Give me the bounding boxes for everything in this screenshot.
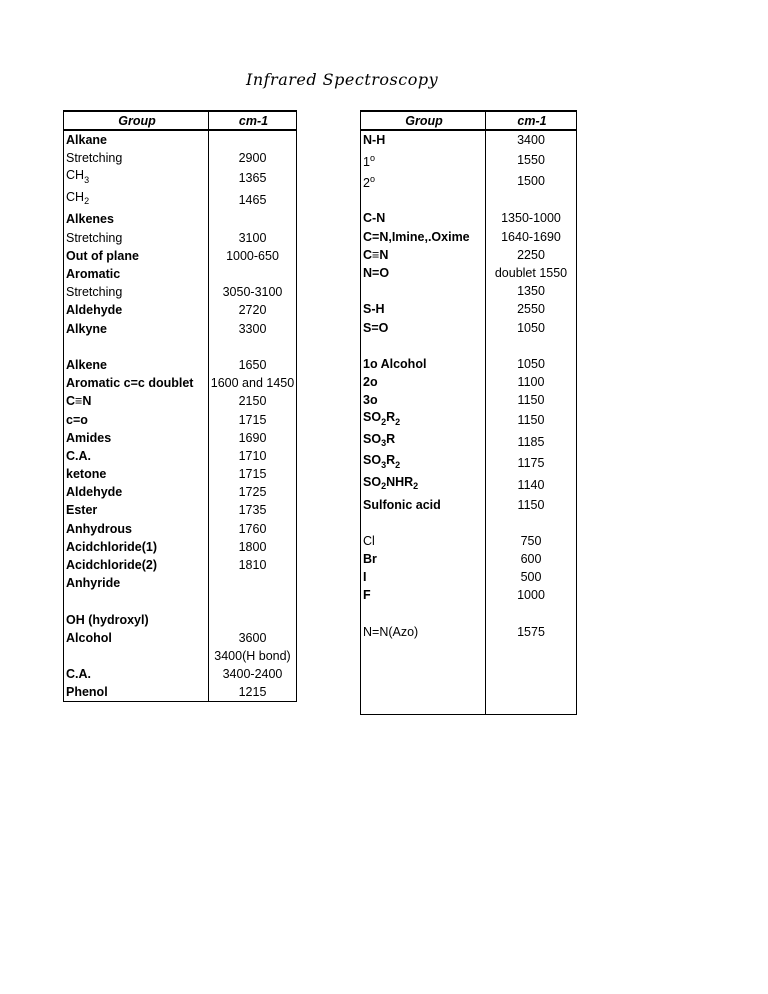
group-cell (64, 465, 209, 483)
group-text: Sulfonic acid (363, 497, 441, 512)
superscript: o (369, 152, 375, 163)
subscript: 2 (381, 416, 387, 427)
group-cell (64, 501, 209, 519)
group-text: Acidchloride(1) (66, 539, 157, 554)
group-text: S=O (363, 320, 389, 335)
wavenumber-cell (486, 659, 577, 677)
wavenumber-cell: 1800 (209, 538, 297, 556)
group-text: c=o (66, 412, 88, 427)
group-text: Aromatic (66, 267, 121, 282)
group-text: Aldehyde (66, 303, 123, 318)
group-text: 2o (363, 375, 378, 390)
group-cell (361, 514, 486, 532)
wavenumber-cell: 2250 (486, 246, 577, 264)
group-cell (361, 300, 486, 318)
group-text: N=N(Azo) (363, 624, 419, 639)
wavenumber-cell: 3300 (209, 320, 297, 338)
table-row (64, 301, 297, 319)
group-header: Group (64, 111, 209, 130)
subscript: 3 (84, 174, 90, 185)
table-row (361, 149, 577, 170)
table-row (361, 319, 577, 337)
group-cell (64, 320, 209, 338)
group-cell (361, 677, 486, 695)
wavenumber-cell: 1365 (209, 167, 297, 189)
table-row (361, 228, 577, 246)
group-cell (361, 696, 486, 715)
wavenumber-cell: 1140 (486, 474, 577, 496)
subscript: 2 (395, 459, 401, 470)
wavenumber-cell: 1185 (486, 431, 577, 453)
group-cell (64, 167, 209, 189)
table-row (64, 320, 297, 338)
wavenumber-cell (486, 696, 577, 715)
wavenumber-cell: 500 (486, 568, 577, 586)
table-row (64, 130, 297, 149)
table-row (64, 647, 297, 665)
group-text: Phenol (66, 685, 108, 700)
wavenumber-cell: 1715 (209, 465, 297, 483)
table-row (361, 409, 577, 431)
wavenumber-cell: 3050-3100 (209, 283, 297, 301)
group-text: SO (363, 410, 382, 425)
table-row (361, 282, 577, 300)
table-header-row (64, 111, 297, 130)
table-row (64, 283, 297, 301)
wavenumber-cell (209, 130, 297, 149)
group-cell (361, 264, 486, 282)
table-row (64, 429, 297, 447)
table-row (361, 170, 577, 191)
group-cell (361, 391, 486, 409)
wavenumber-cell: 1150 (486, 409, 577, 431)
table-row (361, 550, 577, 568)
subscript: 2 (84, 196, 90, 207)
table-row (361, 677, 577, 695)
table-row (64, 247, 297, 265)
group-text: C.A. (66, 667, 91, 682)
group-cell (64, 538, 209, 556)
group-cell (64, 683, 209, 702)
group-text: I (363, 570, 367, 585)
group-cell (64, 229, 209, 247)
group-cell (64, 574, 209, 592)
subscript: 3 (381, 438, 387, 449)
group-text: C≡N (363, 247, 389, 262)
table-row (64, 665, 297, 683)
group-text-rest: NHR (386, 474, 414, 489)
wavenumber-cell: 1640-1690 (486, 228, 577, 246)
wavenumber-cell: 1725 (209, 483, 297, 501)
table-row (64, 189, 297, 211)
group-text: Stretching (66, 151, 123, 166)
left-table (63, 110, 297, 702)
wavenumber-cell (486, 191, 577, 209)
table-row (64, 392, 297, 410)
group-cell (64, 665, 209, 683)
group-cell (361, 282, 486, 300)
subscript: 2 (413, 481, 419, 492)
table-row (361, 130, 577, 149)
wavenumber-cell: 1760 (209, 520, 297, 538)
group-text: 3o (363, 393, 378, 408)
wavenumber-cell: 1650 (209, 356, 297, 374)
group-text: C=N,Imine,.Oxime (363, 229, 470, 244)
group-cell (64, 130, 209, 149)
table-row (361, 373, 577, 391)
group-cell (64, 520, 209, 538)
wavenumber-cell: 1500 (486, 170, 577, 191)
table-row (64, 556, 297, 574)
wavenumber-cell: 750 (486, 532, 577, 550)
table-row (64, 338, 297, 356)
wavenumber-cell: 1710 (209, 447, 297, 465)
wavenumber-cell: 1150 (486, 391, 577, 409)
table-row (361, 337, 577, 355)
table-row (64, 374, 297, 392)
group-cell (361, 623, 486, 641)
wavenumber-cell: 1100 (486, 373, 577, 391)
wavenumber-cell: 1000 (486, 586, 577, 604)
subscript: 2 (395, 416, 401, 427)
group-cell (361, 474, 486, 496)
wavenumber-cell: 1715 (209, 410, 297, 428)
group-cell (64, 149, 209, 167)
group-cell (64, 647, 209, 665)
group-cell (64, 556, 209, 574)
group-text: ketone (66, 467, 107, 482)
table-row (64, 629, 297, 647)
group-header: Group (361, 111, 486, 130)
group-text: Stretching (66, 285, 123, 300)
right-table-body (361, 111, 577, 714)
group-text: Out of plane (66, 248, 139, 263)
wavenumber-cell: 1215 (209, 683, 297, 702)
right-table (360, 110, 577, 715)
group-text: Anhyride (66, 576, 121, 591)
group-text: 1 (363, 154, 370, 169)
group-text: Aromatic c=c doublet (66, 376, 194, 391)
table-row (361, 431, 577, 453)
group-text: Alkene (66, 357, 107, 372)
wavenumber-cell (486, 677, 577, 695)
wavenumber-cell (209, 592, 297, 610)
wavenumber-cell (486, 337, 577, 355)
group-text: 1o Alcohol (363, 356, 427, 371)
table-row (361, 623, 577, 641)
table-row (361, 355, 577, 373)
wavenumber-cell (209, 210, 297, 228)
group-text: N-H (363, 133, 386, 148)
table-row (361, 514, 577, 532)
group-cell (64, 283, 209, 301)
wavenumber-cell (486, 514, 577, 532)
table-row (64, 611, 297, 629)
wavenumber-cell: 3400(H bond) (209, 647, 297, 665)
table-row (361, 264, 577, 282)
group-text-rest: R (386, 410, 396, 425)
wavenumber-cell (209, 574, 297, 592)
group-text: CH (66, 189, 85, 204)
group-cell (361, 550, 486, 568)
group-cell (361, 191, 486, 209)
page-title: Infrared Spectroscopy (246, 70, 439, 89)
group-cell (361, 228, 486, 246)
group-text: Anhydrous (66, 521, 132, 536)
group-cell (64, 392, 209, 410)
group-text: 2 (363, 175, 370, 190)
group-cell (361, 409, 486, 431)
group-cell (361, 495, 486, 513)
wavenumber-cell: 3400-2400 (209, 665, 297, 683)
wavenumber-cell: 1735 (209, 501, 297, 519)
table-row (361, 495, 577, 513)
wavenumber-cell: 1050 (486, 355, 577, 373)
group-text: Alcohol (66, 630, 112, 645)
table-row (64, 210, 297, 228)
wavenumber-cell (486, 641, 577, 659)
table-row (64, 465, 297, 483)
table-row (361, 641, 577, 659)
group-cell (361, 337, 486, 355)
cm-header: cm-1 (209, 111, 297, 130)
group-text: SO (363, 453, 382, 468)
group-text: Alkenes (66, 212, 114, 227)
group-text: S-H (363, 302, 385, 317)
group-text: N=O (363, 266, 390, 281)
wavenumber-cell: 1050 (486, 319, 577, 337)
group-cell (361, 373, 486, 391)
group-cell (361, 355, 486, 373)
wavenumber-cell: 1150 (486, 495, 577, 513)
wavenumber-cell (209, 611, 297, 629)
group-cell (361, 605, 486, 623)
table-row (361, 605, 577, 623)
group-cell (361, 452, 486, 474)
table-row (64, 520, 297, 538)
table-row (64, 501, 297, 519)
wavenumber-cell: 3100 (209, 229, 297, 247)
table-row (64, 574, 297, 592)
group-text: CH (66, 168, 85, 183)
table-row (361, 532, 577, 550)
subscript: 2 (381, 481, 387, 492)
group-text-rest: R (386, 431, 396, 446)
wavenumber-cell: 1550 (486, 149, 577, 170)
group-text: Br (363, 552, 377, 567)
table-row (64, 265, 297, 283)
wavenumber-cell (209, 265, 297, 283)
group-text: Amides (66, 430, 112, 445)
group-text: F (363, 588, 371, 603)
group-cell (361, 170, 486, 191)
group-cell (361, 532, 486, 550)
group-cell (361, 149, 486, 170)
wavenumber-cell: 1000-650 (209, 247, 297, 265)
group-text: Alkane (66, 133, 107, 148)
wavenumber-cell (486, 605, 577, 623)
group-text: Stretching (66, 230, 123, 245)
table-row (64, 229, 297, 247)
group-cell (64, 447, 209, 465)
table-row (64, 683, 297, 702)
table-row (361, 209, 577, 227)
table-row (361, 474, 577, 496)
group-text-rest: R (386, 453, 396, 468)
table-row (64, 538, 297, 556)
group-cell (361, 568, 486, 586)
wavenumber-cell: 1575 (486, 623, 577, 641)
subscript: 3 (381, 459, 387, 470)
table-row (361, 246, 577, 264)
group-cell (361, 641, 486, 659)
group-cell (361, 319, 486, 337)
table-row (361, 696, 577, 715)
group-cell (361, 431, 486, 453)
table-row (64, 483, 297, 501)
group-cell (64, 189, 209, 211)
table-row (64, 167, 297, 189)
table-row (361, 659, 577, 677)
wavenumber-cell: 1175 (486, 452, 577, 474)
wavenumber-cell: 2150 (209, 392, 297, 410)
wavenumber-cell: 1465 (209, 189, 297, 211)
table-row (64, 447, 297, 465)
table-row (361, 586, 577, 604)
group-cell (361, 209, 486, 227)
group-text: C.A. (66, 448, 91, 463)
wavenumber-cell: 2720 (209, 301, 297, 319)
group-text: Aldehyde (66, 485, 123, 500)
table-header-row (361, 111, 577, 130)
group-text: C-N (363, 211, 386, 226)
wavenumber-cell: 2900 (209, 149, 297, 167)
table-row (361, 452, 577, 474)
table-row (64, 149, 297, 167)
group-cell (361, 659, 486, 677)
group-cell (64, 611, 209, 629)
group-cell (64, 629, 209, 647)
group-text: SO (363, 431, 382, 446)
superscript: o (369, 173, 375, 184)
left-table-body (64, 111, 297, 702)
wavenumber-cell: 1810 (209, 556, 297, 574)
group-text: OH (hydroxyl) (66, 612, 149, 627)
wavenumber-cell (209, 338, 297, 356)
group-cell (361, 246, 486, 264)
group-cell (361, 586, 486, 604)
group-text: Cl (363, 533, 375, 548)
table-row (361, 391, 577, 409)
group-cell (64, 356, 209, 374)
group-text: Ester (66, 503, 98, 518)
table-row (64, 592, 297, 610)
group-text: Acidchloride(2) (66, 558, 157, 573)
group-cell (64, 210, 209, 228)
table-row (361, 568, 577, 586)
table-row (64, 356, 297, 374)
wavenumber-cell: 1600 and 1450 (209, 374, 297, 392)
table-row (361, 300, 577, 318)
group-text: Alkyne (66, 321, 107, 336)
group-cell (64, 374, 209, 392)
group-cell (64, 301, 209, 319)
wavenumber-cell: 3400 (486, 130, 577, 149)
group-cell (64, 247, 209, 265)
group-cell (64, 483, 209, 501)
wavenumber-cell: doublet 1550 (486, 264, 577, 282)
group-cell (361, 130, 486, 149)
group-cell (64, 410, 209, 428)
wavenumber-cell: 1350-1000 (486, 209, 577, 227)
group-text: C≡N (66, 394, 92, 409)
group-cell (64, 429, 209, 447)
cm-header: cm-1 (486, 111, 577, 130)
table-row (361, 191, 577, 209)
group-cell (64, 338, 209, 356)
wavenumber-cell: 3600 (209, 629, 297, 647)
wavenumber-cell: 1690 (209, 429, 297, 447)
group-cell (64, 265, 209, 283)
wavenumber-cell: 1350 (486, 282, 577, 300)
group-text: SO (363, 474, 382, 489)
wavenumber-cell: 600 (486, 550, 577, 568)
wavenumber-cell: 2550 (486, 300, 577, 318)
table-row (64, 410, 297, 428)
group-cell (64, 592, 209, 610)
